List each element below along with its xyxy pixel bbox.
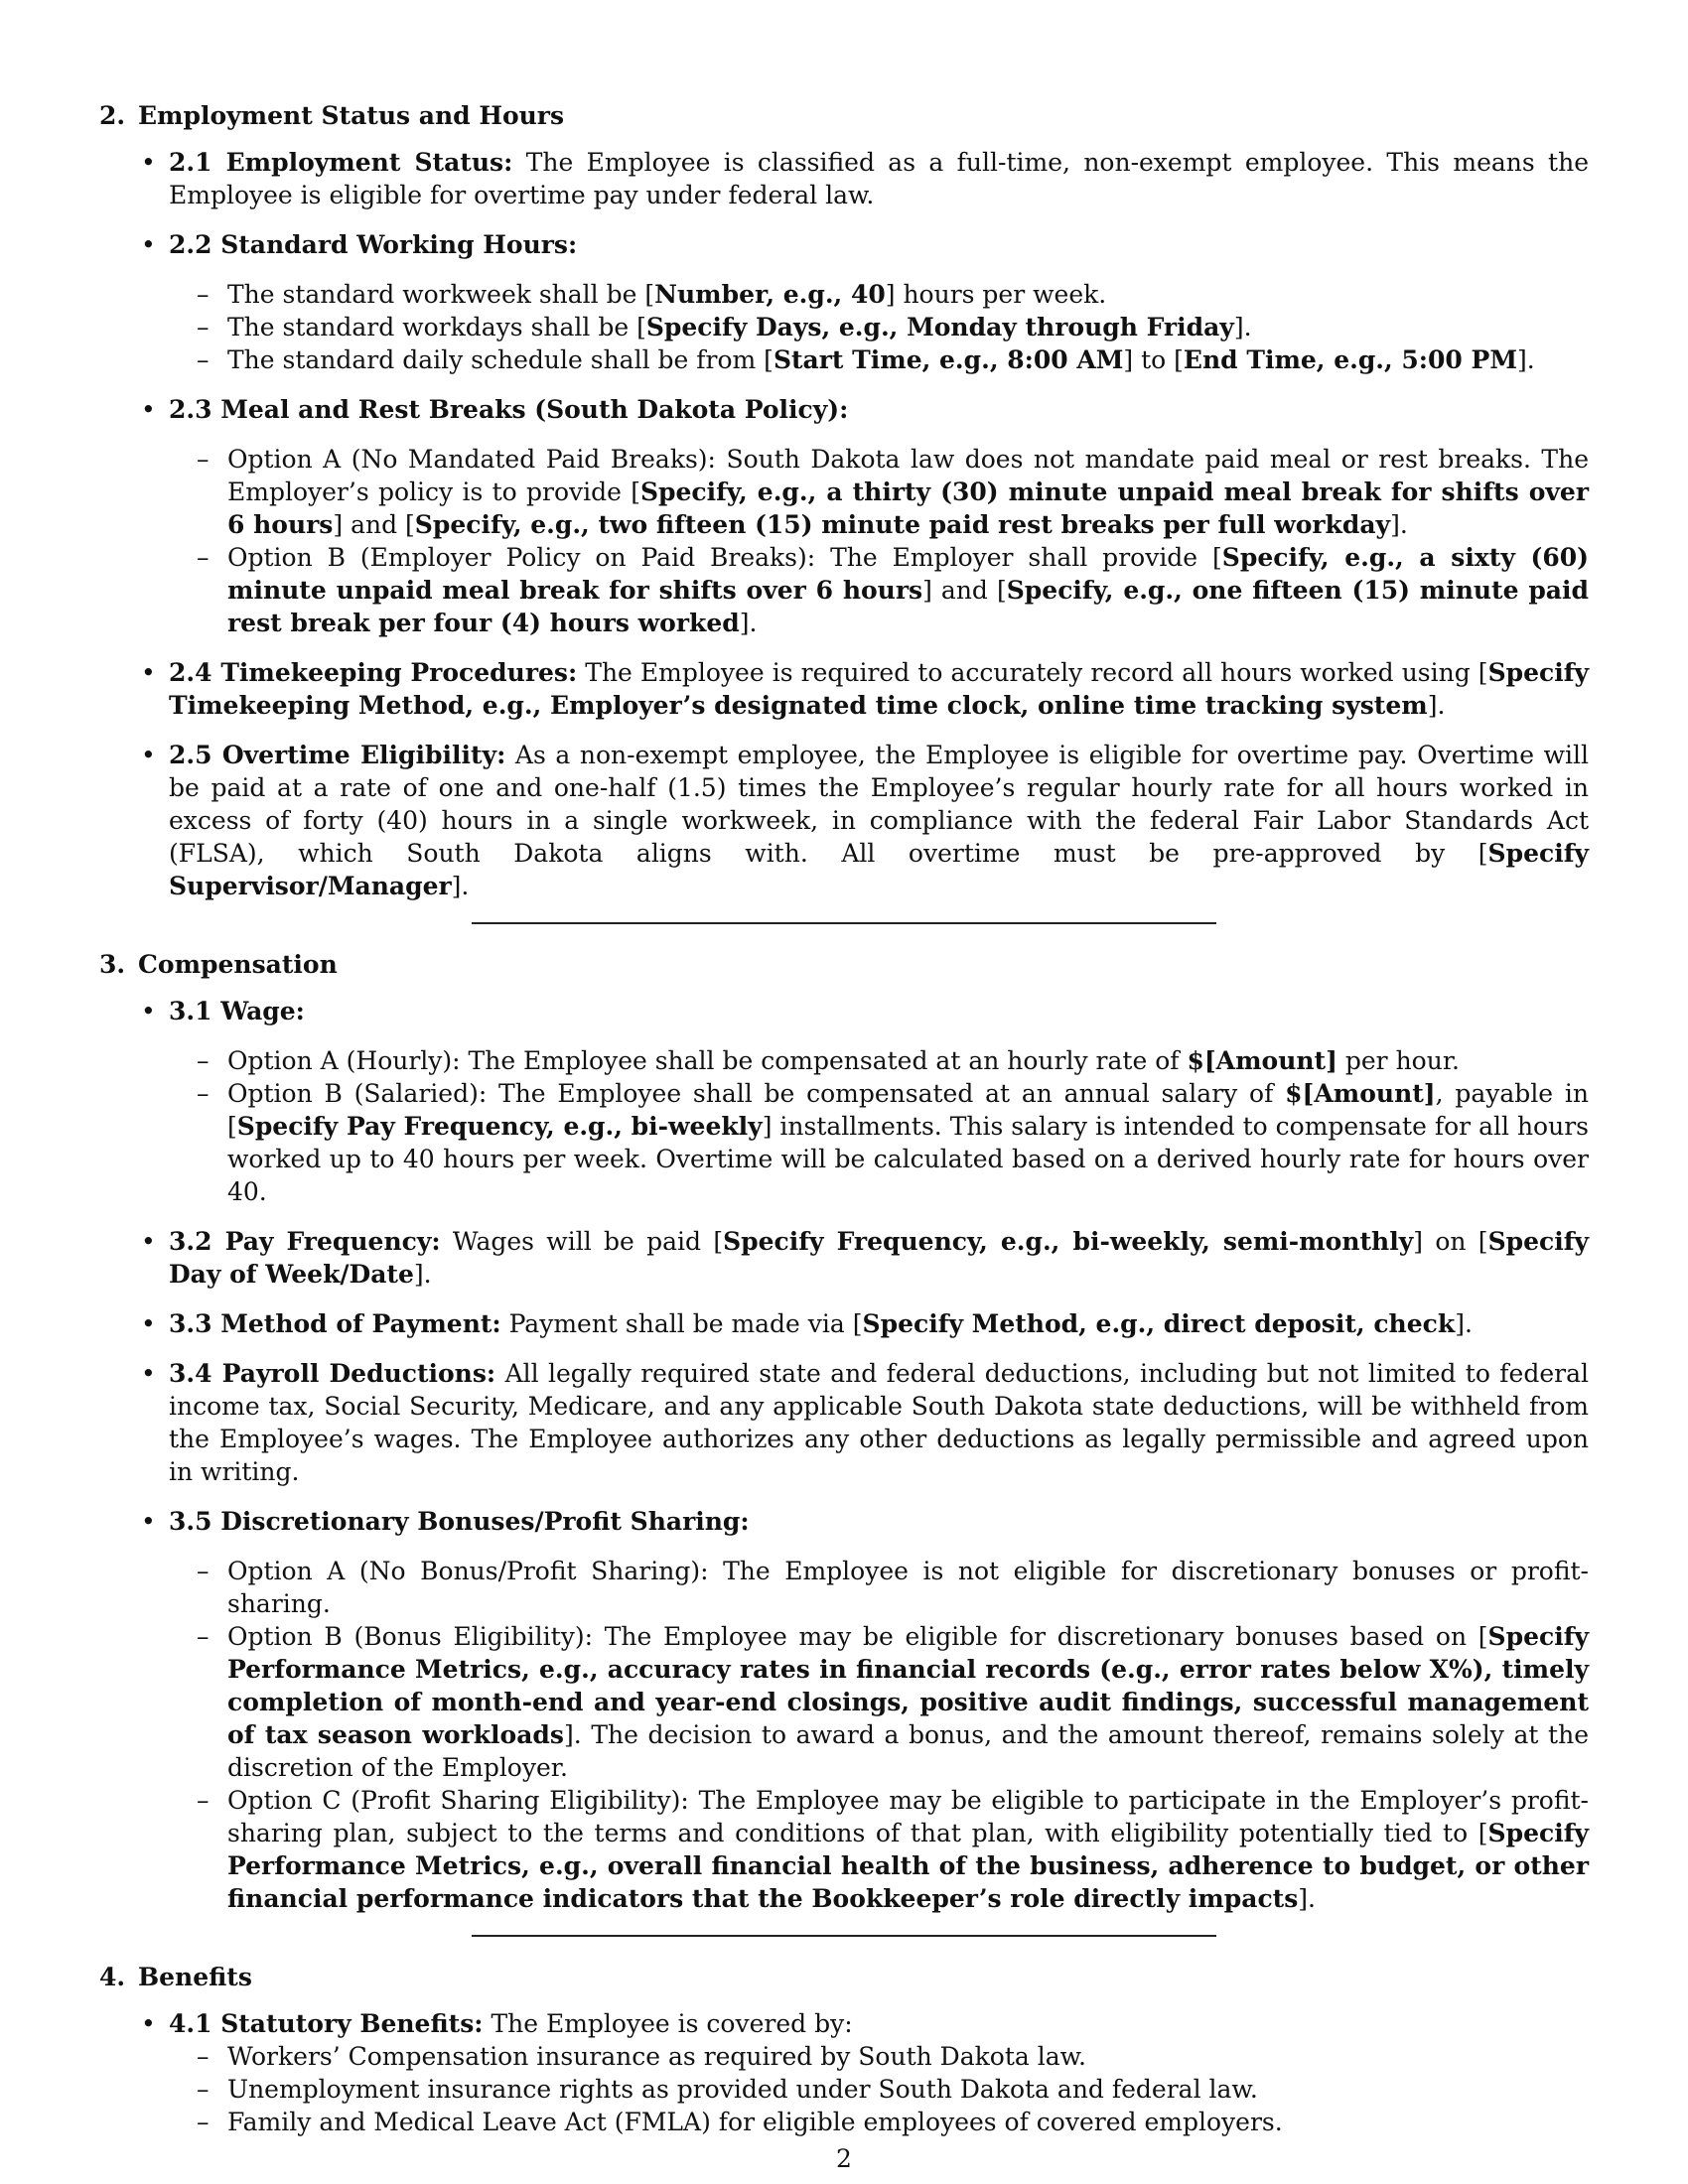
section-divider (472, 922, 1216, 924)
clause-2-3 (169, 393, 1589, 639)
clause-label: 2.1 Employment Status: (169, 148, 513, 177)
option-b: – Option B (Bonus Eligibility): The Employee may be eligible for discretionary bonuses based on [Specify Performance Metrics, e.g., accuracy rates in financial records (e.g., error rates below X%), timely completion of month-end and year-end closings, positive audit findings, successful management of tax season workloads]. The decision to award a bonus, and the amount thereof, remains solely at the discretion of the Employer. (227, 1620, 1589, 1784)
placeholder-field: Specify, e.g., two fifteen (15) minute paid rest breaks per full workday (414, 510, 1391, 539)
clause-label: 4.1 Statutory Benefits: (169, 2009, 484, 2038)
clause-label: 2.2 Standard Working Hours: (169, 230, 578, 259)
sub-list (169, 2040, 1589, 2138)
list-item: – Family and Medical Leave Act (FMLA) for eligible employees of covered employers. (227, 2106, 1589, 2138)
section-title: Employment Status and Hours (138, 101, 565, 130)
clause-text: The Employee is classified as a full-time, non-exempt employee. This means the Employee is eligible for overtime pay under federal law. (169, 148, 1590, 209)
placeholder-field: Specify, e.g., a sixty (60) minute unpaid meal break for shifts over 6 hours (227, 543, 1589, 605)
option-c: – Option C (Profit Sharing Eligibility): The Employee may be eligible to participate in the Employer’s profit-sharing plan, subject to the terms and conditions of that plan, with eligibility potentially tied to [Specify Performance Metrics, e.g., overall financial health of the business, adherence to budget, or other financial performance indicators that the Bookkeeper’s role directly impacts]. (227, 1784, 1589, 1915)
sub-list (169, 443, 1589, 639)
clause-3-4: • 3.4 Payroll Deductions: All legally required state and federal deductions, including but not limited to federal income tax, Social Security, Medicare, and any applicable South Dakota state deductions, will be withheld from the Employee’s wages. The Employee authorizes any other deductions as legally permissible and agreed upon in writing. (169, 1357, 1589, 1488)
placeholder-field: Specify Supervisor/Manager (169, 839, 1589, 900)
document-page (99, 99, 1589, 2155)
section-number: 3. (99, 950, 126, 979)
option-a: – Option A (No Mandated Paid Breaks): South Dakota law does not mandate paid meal or rest breaks. The Employer’s policy is to provide [Specify, e.g., a thirty (30) minute unpaid meal break for shifts over 6 hours] and [Specify, e.g., two fifteen (15) minute paid rest breaks per full workday]. (227, 443, 1589, 541)
option-b: – Option B (Salaried): The Employee shall be compensated at an annual salary of $[Amount], payable in [Specify Pay Frequency, e.g., bi-weekly] installments. This salary is intended to compensate for all hours worked up to 40 hours per week. Overtime will be calculated based on a derived hourly rate for hours over 40. (227, 1077, 1589, 1208)
clause-label: 3.4 Payroll Deductions: (169, 1359, 496, 1388)
clause-label: 3.5 Discretionary Bonuses/Profit Sharing: (169, 1507, 750, 1536)
placeholder-field: Specify Performance Metrics, e.g., overall financial health of the business, adherence to budget, or other financial performance indicators that the Bookkeeper’s role directly impacts (227, 1819, 1589, 1913)
clause-3-5 (169, 1505, 1589, 1915)
placeholder-field: Specify, e.g., one fifteen (15) minute paid rest break per four (4) hours worked (227, 576, 1589, 637)
clause-3-1 (169, 995, 1589, 1208)
placeholder-field: Start Time, e.g., 8:00 AM (773, 345, 1124, 374)
section-divider (472, 1935, 1216, 1937)
section-3-list (99, 995, 1589, 1915)
placeholder-field: Number, e.g., 40 (654, 280, 886, 309)
option-b: – Option B (Employer Policy on Paid Breaks): The Employer shall provide [Specify, e.g., a sixty (60) minute unpaid meal break for shifts over 6 hours] and [Specify, e.g., one fifteen (15) minute paid rest break per four (4) hours worked]. (227, 541, 1589, 639)
sub-list (169, 278, 1589, 376)
section-number: 4. (99, 1963, 126, 1991)
placeholder-field: $[Amount] (1285, 1079, 1436, 1108)
placeholder-field: Specify Timekeeping Method, e.g., Employer’s designated time clock, online time tracking system (169, 658, 1590, 720)
placeholder-field: End Time, e.g., 5:00 PM (1183, 345, 1517, 374)
placeholder-field: Specify Frequency, e.g., bi-weekly, semi-monthly (723, 1227, 1414, 1256)
clause-4-1: • 4.1 Statutory Benefits: The Employee is covered by: – Workers’ Compensation insurance as required by South Dakota law. – Unemployment insurance rights as provided under South Dakota and federal law. – Family and Medical Leave Act (FMLA) for eligible employees of covered employers. (169, 2007, 1589, 2138)
placeholder-field: Specify Method, e.g., direct deposit, check (862, 1309, 1456, 1338)
section-4-list (99, 2007, 1589, 2138)
section-2-heading (99, 99, 1589, 132)
sub-item: – The standard workdays shall be [Specify Days, e.g., Monday through Friday]. (227, 311, 1589, 343)
clause-2-4: • 2.4 Timekeeping Procedures: The Employee is required to accurately record all hours worked using [Specify Timekeeping Method, e.g., Employer’s designated time clock, online time tracking system]. (169, 656, 1589, 722)
sub-item: – The standard workweek shall be [Number, e.g., 40] hours per week. (227, 278, 1589, 311)
list-item: – Unemployment insurance rights as provided under South Dakota and federal law. (227, 2073, 1589, 2106)
placeholder-field: Specify Days, e.g., Monday through Friday (645, 313, 1234, 341)
clause-label: 3.3 Method of Payment: (169, 1309, 501, 1338)
placeholder-field: Specify, e.g., a thirty (30) minute unpaid meal break for shifts over 6 hours (227, 478, 1589, 539)
placeholder-field: Specify Pay Frequency, e.g., bi-weekly (236, 1112, 763, 1141)
placeholder-field: Specify Performance Metrics, e.g., accuracy rates in financial records (e.g., error rates below X%), timely completion of month-end and year-end closings, positive audit findings, successful management of tax season workloads (227, 1622, 1589, 1749)
sub-list (169, 1555, 1589, 1915)
section-3-heading (99, 948, 1589, 981)
section-4-heading (99, 1961, 1589, 1993)
clause-2-5: • 2.5 Overtime Eligibility: As a non-exempt employee, the Employee is eligible for overtime pay. Overtime will be paid at a rate of one and one-half (1.5) times the Employee’s regular hourly rate for all hours worked in excess of forty (40) hours in a single workweek, in compliance with the federal Fair Labor Standards Act (FLSA), which South Dakota aligns with. All overtime must be pre-approved by [Specify Supervisor/Manager]. (169, 739, 1589, 902)
sub-list (169, 1044, 1589, 1208)
clause-3-2: • 3.2 Pay Frequency: Wages will be paid [Specify Frequency, e.g., bi-weekly, semi-monthly] on [Specify Day of Week/Date]. (169, 1225, 1589, 1291)
placeholder-field: $[Amount] (1187, 1046, 1337, 1075)
clause-2-2 (169, 228, 1589, 376)
option-a: – Option A (No Bonus/Profit Sharing): The Employee is not eligible for discretionary bonuses or profit-sharing. (227, 1555, 1589, 1620)
placeholder-field: Specify Day of Week/Date (169, 1227, 1590, 1289)
clause-label: 2.3 Meal and Rest Breaks (South Dakota Policy): (169, 395, 849, 424)
list-item: – Workers’ Compensation insurance as required by South Dakota law. (227, 2040, 1589, 2073)
clause-label: 2.5 Overtime Eligibility: (169, 741, 506, 769)
clause-label: 2.4 Timekeeping Procedures: (169, 658, 578, 687)
section-2-list (99, 146, 1589, 902)
section-title: Benefits (138, 1963, 252, 1991)
clause-3-3: • 3.3 Method of Payment: Payment shall be made via [Specify Method, e.g., direct deposit, check]. (169, 1307, 1589, 1340)
clause-label: 3.1 Wage: (169, 997, 305, 1025)
clause-2-1 (169, 146, 1589, 211)
page-number: 2 (836, 2144, 852, 2173)
clause-label: 3.2 Pay Frequency: (169, 1227, 441, 1256)
sub-item: – The standard daily schedule shall be from [Start Time, e.g., 8:00 AM] to [End Time, e.g., 5:00 PM]. (227, 343, 1589, 376)
section-number: 2. (99, 101, 126, 130)
option-a: – Option A (Hourly): The Employee shall be compensated at an hourly rate of $[Amount] per hour. (227, 1044, 1589, 1077)
section-title: Compensation (138, 950, 338, 979)
